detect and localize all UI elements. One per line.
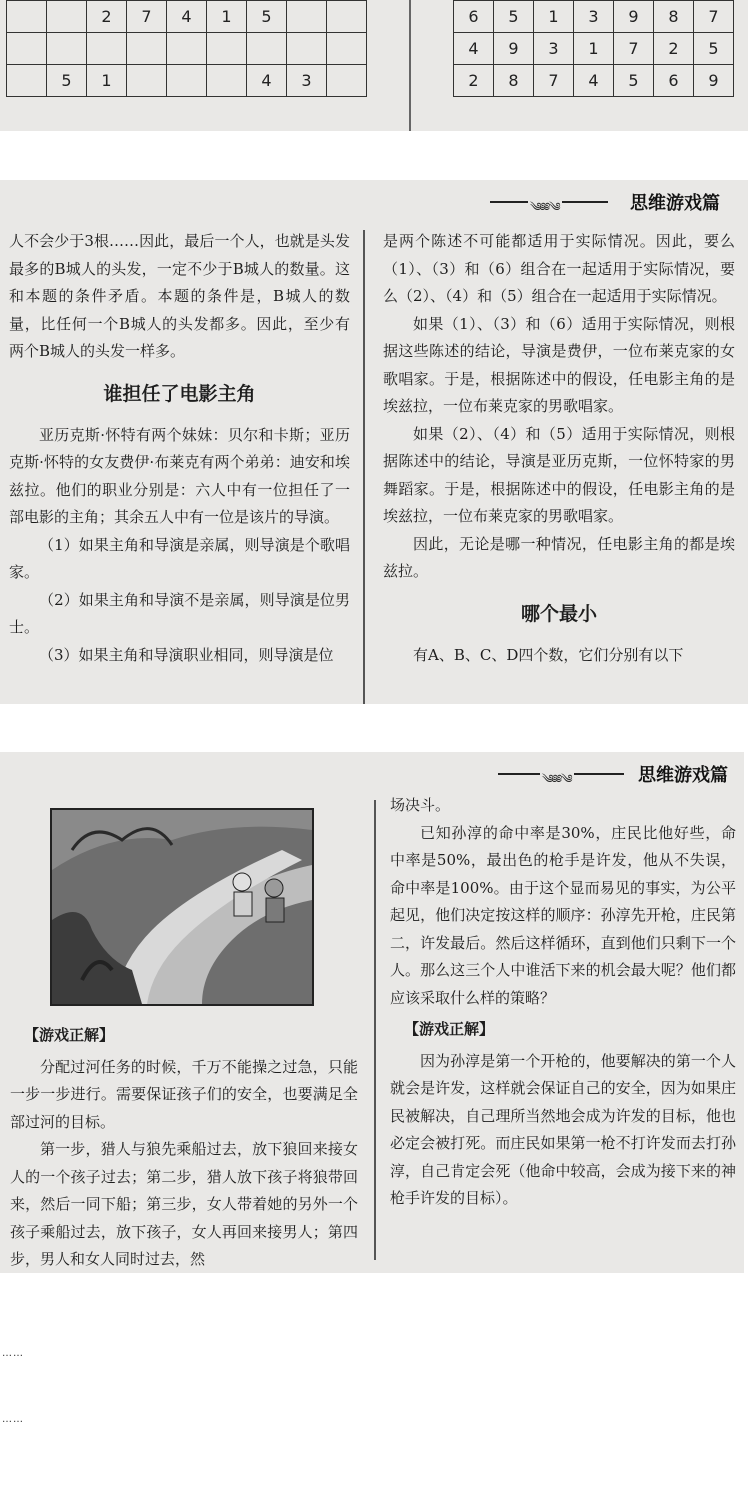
sudoku-cell: 9 (494, 33, 534, 65)
sudoku-cell: 7 (127, 1, 167, 33)
paragraph: 有A、B、C、D四个数，它们分别有以下 (413, 645, 684, 664)
sudoku-cell (167, 65, 207, 97)
running-header: 思维游戏篇 (638, 765, 728, 786)
sudoku-cell: 5 (614, 65, 654, 97)
sudoku-grid-right (453, 0, 734, 97)
paragraph: 已知孙淳的命中率是30%，庄民比他好些，命中率是50%，最出色的枪手是许发，他从不失误，命中率是100%。由于这个显而易见的事实，为公平起见，他们决定按这样的顺序：孙淳先开枪，庄民第二，许发最后。然后这样循环，直到他们只剩下一个人。那么这三个人中谁活下来的机会最大呢？他们都应该采取什么样的策略？ (390, 823, 736, 1007)
paragraph: 因为孙淳是第一个开枪的，他要解决的第一个人就会是许发，这样就会保证自己的安全，因为如果庄民被解决，自己理所当然地会成为许发的目标，他也必定会被打死。而庄民如果第一枪不打许发而去打孙淳，自己肯定会死（他命中较高，会成为接下来的神枪手许发的目标）。 (390, 1051, 736, 1207)
paragraph: （1）如果主角和导演是亲属，则导演是个歌唱家。 (9, 535, 350, 581)
sudoku-cell: 4 (454, 33, 494, 65)
sudoku-cell (247, 33, 287, 65)
sudoku-cell: 5 (47, 65, 87, 97)
sudoku-cell: 2 (454, 65, 494, 97)
right-column (383, 228, 735, 669)
sudoku-cell (287, 1, 327, 33)
sudoku-grid-left (6, 0, 367, 97)
paragraph: 场决斗。 (390, 796, 451, 814)
sudoku-cell: 5 (247, 1, 287, 33)
sudoku-row (7, 1, 367, 33)
sudoku-cell: 6 (454, 1, 494, 33)
sudoku-cell: 4 (574, 65, 614, 97)
header-ornament: ༄༅༅༄ (490, 194, 610, 208)
sudoku-cell (207, 33, 247, 65)
sudoku-cell: 9 (694, 65, 734, 97)
answer-heading: 【游戏正解】 (24, 1026, 115, 1044)
column-divider (363, 230, 365, 704)
sudoku-cell (7, 1, 47, 33)
header-ornament: ༄༅༅༄ (498, 766, 626, 780)
sudoku-row (7, 65, 367, 97)
sudoku-cell (47, 1, 87, 33)
sudoku-row (454, 33, 734, 65)
sudoku-cell (287, 33, 327, 65)
ellipsis-mark: …… (2, 1348, 24, 1359)
sudoku-cell: 4 (167, 1, 207, 33)
sudoku-cell (87, 33, 127, 65)
sudoku-cell (327, 65, 367, 97)
illustration-art (52, 810, 312, 1004)
sudoku-cell: 7 (534, 65, 574, 97)
sudoku-cell: 4 (247, 65, 287, 97)
sudoku-cell (207, 65, 247, 97)
sudoku-photo (0, 0, 748, 131)
sudoku-cell: 5 (494, 1, 534, 33)
section-title: 哪个最小 (520, 602, 597, 625)
river-crossing-illustration (50, 808, 314, 1006)
section-title: 谁担任了电影主角 (103, 382, 256, 405)
paragraph: 亚历克斯·怀特有两个妹妹：贝尔和卡斯；亚历克斯·怀特的女友费伊·布莱克有两个弟弟：迪安和埃兹拉。他们的职业分别是：六人中有一位担任了一部电影的主角；其余五人中有一位是该片的导演。 (9, 425, 350, 526)
sudoku-cell: 5 (694, 33, 734, 65)
sudoku-row (7, 33, 367, 65)
left-column (9, 228, 350, 669)
sudoku-cell (127, 65, 167, 97)
sudoku-cell (327, 33, 367, 65)
sudoku-cell: 7 (694, 1, 734, 33)
sudoku-row (454, 1, 734, 33)
sudoku-cell: 2 (654, 33, 694, 65)
paragraph: （2）如果主角和导演不是亲属，则导演是位男士。 (9, 590, 350, 636)
paragraph: 因此，无论是哪一种情况，任电影主角的都是埃兹拉。 (383, 534, 735, 580)
paragraph: （3）如果主角和导演职业相同，则导演是位 (39, 645, 334, 664)
paragraph: 如果（1）、（3）和（6）适用于实际情况，则根据这些陈述的结论，导演是费伊，一位布莱克家的女歌唱家。于是，根据陈述中的假设，任电影主角的是埃兹拉，一位布莱克家的男歌唱家。 (383, 314, 735, 415)
paragraph: 人不会少于3根……因此，最后一个人，也就是头发最多的B城人的头发，一定不少于B城人的数量。这和本题的条件矛盾。本题的条件是，B城人的数量，比任何一个B城人的头发都多。因此，至少有两个B城人的头发一样多。 (9, 232, 350, 360)
sudoku-cell: 8 (494, 65, 534, 97)
sudoku-cell (167, 33, 207, 65)
sudoku-cell (7, 65, 47, 97)
ellipsis-mark: …… (2, 1414, 24, 1425)
sudoku-cell: 1 (574, 33, 614, 65)
sudoku-cell: 3 (574, 1, 614, 33)
sudoku-cell: 3 (287, 65, 327, 97)
right-column (390, 792, 736, 1213)
sudoku-cell: 6 (654, 65, 694, 97)
page-gutter (409, 0, 411, 131)
sudoku-row (454, 65, 734, 97)
column-divider (374, 800, 376, 1260)
running-header: 思维游戏篇 (630, 193, 720, 214)
left-column (10, 1018, 358, 1273)
sudoku-cell: 8 (654, 1, 694, 33)
sudoku-cell (7, 33, 47, 65)
sudoku-cell: 7 (614, 33, 654, 65)
sudoku-cell: 1 (207, 1, 247, 33)
sudoku-cell: 1 (534, 1, 574, 33)
sudoku-cell: 2 (87, 1, 127, 33)
sudoku-cell (127, 33, 167, 65)
answer-heading: 【游戏正解】 (404, 1020, 495, 1038)
sudoku-cell: 3 (534, 33, 574, 65)
book-page-photo-1 (0, 180, 748, 704)
sudoku-cell (327, 1, 367, 33)
sudoku-cell (47, 33, 87, 65)
paragraph: 如果（2）、（4）和（5）适用于实际情况，则根据陈述中的结论，导演是亚历克斯，一位怀特家的男舞蹈家。于是，根据陈述中的假设，任电影主角的是埃兹拉，一位布莱克家的男歌唱家。 (383, 424, 735, 525)
sudoku-cell: 9 (614, 1, 654, 33)
paragraph: 是两个陈述不可能都适用于实际情况。因此，要么（1）、（3）和（6）组合在一起适用于实际情况，要么（2）、（4）和（5）组合在一起适用于实际情况。 (383, 232, 735, 305)
paragraph: 分配过河任务的时候，千万不能操之过急，只能一步一步进行。需要保证孩子们的安全，也要满足全部过河的目标。 (10, 1057, 358, 1131)
sudoku-cell: 1 (87, 65, 127, 97)
paragraph: 第一步，猎人与狼先乘船过去，放下狼回来接女人的一个孩子过去；第二步，猎人放下孩子将狼带回来，然后一同下船；第三步，女人带着她的另外一个孩子乘船过去，放下孩子，女人再回来接男人；第四步，男人和女人同时过去，然 (10, 1140, 358, 1268)
